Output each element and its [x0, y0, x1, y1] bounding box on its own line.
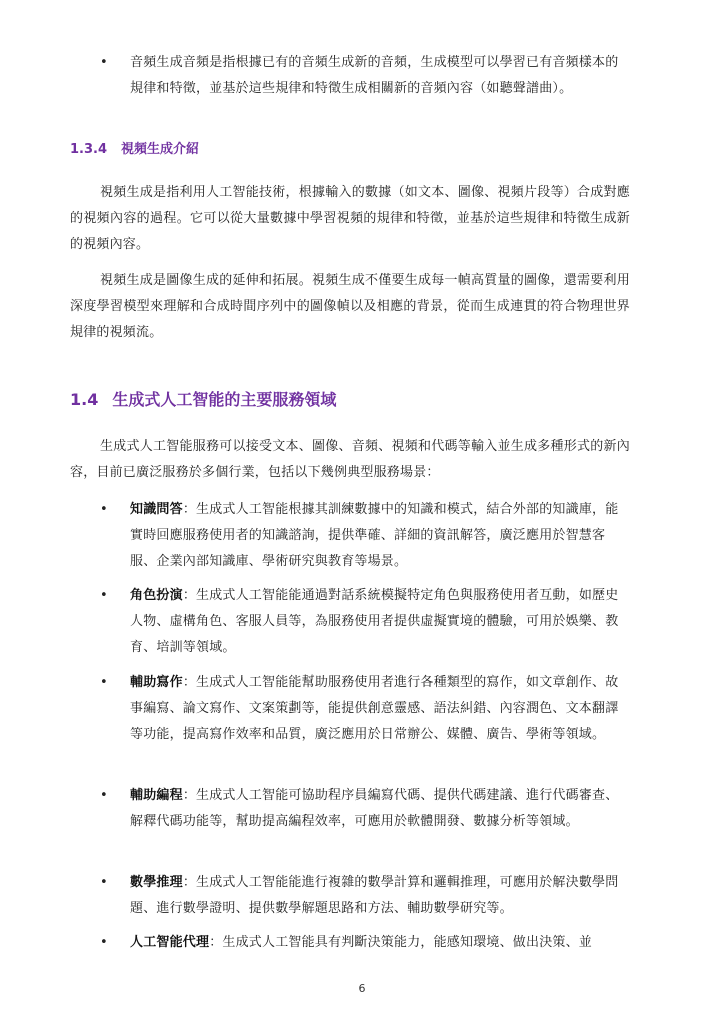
- section-number: 1.4: [70, 390, 99, 409]
- list-item: [130, 583, 630, 661]
- item-desc: ：生成式人工智能根據其訓練數據中的知識和模式，結合外部的知識庫，能實時回應服務使用者的知識諮詢，提供準確、詳細的資訊解答，廣泛應用於智慧客服、企業內部知識庫、學術研究與教育等場景。: [130, 502, 619, 569]
- item-term: 數學推理: [130, 875, 183, 890]
- list-item: [130, 870, 630, 922]
- section-heading-1-4: [70, 388, 336, 412]
- bullet-marker: •: [100, 935, 108, 950]
- item-term: 輔助寫作: [130, 675, 183, 690]
- bullet-marker: •: [100, 675, 108, 690]
- list-item: [130, 497, 630, 575]
- section-number: 1.3.4: [70, 142, 108, 157]
- item-term: 人工智能代理: [130, 935, 210, 950]
- bullet-marker: •: [100, 502, 108, 517]
- item-term: 知識問答: [130, 502, 183, 517]
- paragraph: 生成式人工智能服務可以接受文本、圖像、音頻、視頻和代碼等輸入並生成多種形式的新內容，目前已廣泛服務於多個行業，包括以下幾例典型服務場景：: [70, 439, 630, 480]
- bullet-marker: •: [100, 55, 108, 70]
- list-item: [130, 930, 630, 956]
- section-title: 生成式人工智能的主要服務領域: [112, 390, 337, 409]
- list-item: [130, 783, 630, 835]
- item-desc: ：生成式人工智能能通過對話系統模擬特定角色與服務使用者互動，如歷史人物、虛構角色、客服人員等，為服務使用者提供虛擬實境的體驗，可用於娛樂、教育、培訓等領域。: [130, 588, 619, 655]
- audio-generation-bullet: [130, 50, 630, 102]
- item-desc: ：生成式人工智能能幫助服務使用者進行各種類型的寫作，如文章創作、故事編寫、論文寫作、文案策劃等，能提供創意靈感、語法糾錯、內容潤色、文本翻譯等功能，提高寫作效率和品質，廣泛應用於日常辦公、媒體、廣告、學術等領域。: [130, 675, 619, 742]
- paragraph: 視頻生成是圖像生成的延伸和拓展。視頻生成不僅要生成每一幀高質量的圖像，還需要利用深度學習模型來理解和合成時間序列中的圖像幀以及相應的背景，從而生成連貫的符合物理世界規律的視頻流。: [70, 273, 630, 340]
- section-heading-1-3-4: [70, 140, 199, 160]
- bullet-marker: •: [100, 788, 108, 803]
- item-desc: ：生成式人工智能可協助程序員編寫代碼、提供代碼建議、進行代碼審查、解釋代碼功能等，幫助提高編程效率，可應用於軟體開發、數據分析等領域。: [130, 788, 619, 829]
- bullet-marker: •: [100, 588, 108, 603]
- bullet-text: 音頻生成音頻是指根據已有的音頻生成新的音頻，生成模型可以學習已有音頻樣本的規律和特徵，並基於這些規律和特徵生成相關新的音頻內容（如聽聲譜曲）。: [130, 55, 619, 96]
- item-term: 輔助編程: [130, 788, 183, 803]
- section-title: 視頻生成介紹: [121, 142, 200, 157]
- paragraph: 視頻生成是指利用人工智能技術，根據輸入的數據（如文本、圖像、視頻片段等）合成對應的視頻內容的過程。它可以從大量數據中學習視頻的規律和特徵，並基於這些規律和特徵生成新的視頻內容。: [70, 185, 630, 252]
- bullet-marker: •: [100, 875, 108, 890]
- item-desc: ：生成式人工智能能進行複雜的數學計算和邏輯推理，可應用於解決數學問題、進行數學證明、提供數學解題思路和方法、輔助數學研究等。: [130, 875, 619, 916]
- item-term: 角色扮演: [130, 588, 183, 603]
- item-desc: ：生成式人工智能具有判斷決策能力，能感知環境、做出決策、並: [209, 935, 593, 950]
- list-item: [130, 670, 630, 748]
- page-number: 6: [358, 982, 366, 995]
